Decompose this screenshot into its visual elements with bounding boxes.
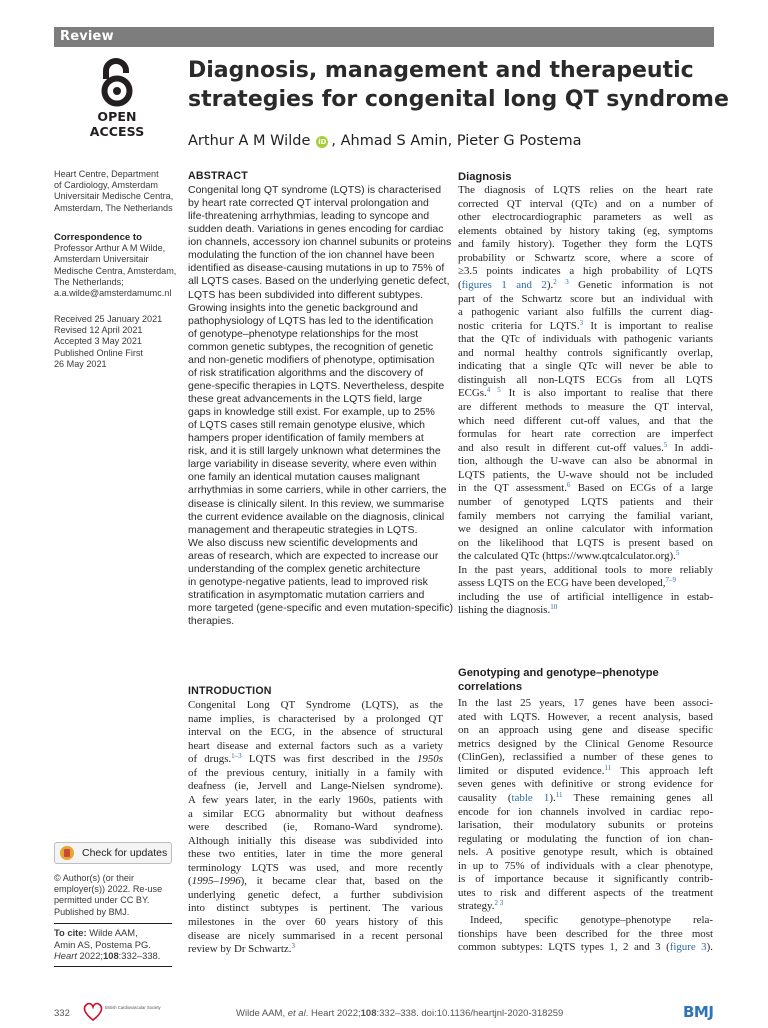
table-link[interactable]: table 1: [511, 791, 550, 804]
abstract-line: of risk stratification algorithms and the discovery of: [188, 366, 424, 379]
divider: [54, 923, 172, 924]
orcid-icon[interactable]: iD: [318, 138, 327, 146]
citation[interactable]: 10: [550, 603, 558, 612]
heart-logo-icon: [82, 1001, 161, 1023]
to-cite-text: Amin AS, Postema PG.: [54, 938, 151, 950]
abstract-line: arrhythmias in some carriers, while in other carriers, the: [188, 484, 447, 497]
abstract-line: We also discuss new scientific developments and: [188, 536, 418, 549]
abstract-line: management and therapeutic strategies in LQTS.: [188, 523, 418, 536]
check-for-updates-button[interactable]: [54, 842, 172, 864]
abstract-line: gene-specific therapies in LQTS. Nevertheless, despite: [188, 379, 445, 392]
citation[interactable]: 6: [566, 481, 571, 490]
correspondence: [54, 232, 177, 299]
citation[interactable]: 2 3: [494, 899, 504, 908]
section-label: Review: [60, 29, 114, 44]
article-dates: [54, 314, 174, 370]
abstract-line: large variability in disease severity, where even within: [188, 458, 437, 471]
date-line: Received 25 January 2021: [54, 314, 163, 324]
abstract-line: more targeted (gene-specific and even mutation-specific): [188, 602, 453, 614]
abstract-body: [188, 184, 453, 628]
correspondence-heading: Correspondence to: [54, 232, 142, 243]
license-line: employer(s)) 2022. Re-use: [54, 884, 163, 895]
citation[interactable]: 11: [555, 790, 563, 799]
citation[interactable]: 5: [663, 440, 668, 449]
correspondence-line: Amsterdam Universitair: [54, 254, 149, 265]
abstract-line: Growing insights into the genetic background and: [188, 301, 418, 314]
license-line: permitted under CC BY.: [54, 895, 150, 906]
abstract-line: the current evidence available on the diagnosis, clinical: [188, 510, 445, 523]
author-list: [188, 133, 582, 149]
check-for-updates-label: Check for updates: [82, 847, 168, 859]
to-cite-pages: :332–338.: [118, 950, 161, 962]
abstract-line: of LQTS cases still remain genotype elusive, which: [188, 419, 425, 432]
affiliation-line: Heart Centre, Department: [54, 169, 159, 179]
author-first: Arthur A M Wilde: [188, 133, 311, 149]
citation[interactable]: 1–3: [231, 752, 242, 761]
affiliation: [54, 169, 174, 214]
genotyping-body: In the last 25 years, 17 genes have been associ- ated with LQTS. However, a recent analysis, based on an approach using gene and disease specific metrics designed by the Clinical Genome Resource (ClinGen), reclassified a number of these genes to limited or disputed evidence.$^{11}$ This approach left seven genes with definitive or strong evidence for causality (table 1).$^{11}$ These remaining genes all encode for ion channels involved in cardiac repo- larisation, their modulatory subunits or proteins regulating or modulating the function of ion chan- nels. A positive genotype result, which is obtained in up to 75% of individuals with a clear phenotype, is of importance because it significantly contrib- utes to risk and different aspects of the treatment strategy.$^{2 3}$ Indeed, specific genotype–phenotype rela- tionships have been described for the three most common subtypes: LQTS types 1, 2 and 3 (figure 3).: [458, 697, 713, 954]
citation[interactable]: 5: [675, 549, 680, 558]
abstract-line: all LQTS cases. Based on the underlying genetic defect,: [188, 275, 450, 288]
abstract-line: sudden death. Variations in genes encoding for cardiac: [188, 223, 444, 236]
abstract-line: therapies.: [188, 615, 235, 628]
abstract-line: these great advancements in the LQTS field, large: [188, 393, 423, 405]
diagnosis-body: The diagnosis of LQTS relies on the heart rate corrected QT interval (QTc) and on a number of other electrocardiographic parameters as well as elements obtained by history taking (eg, symptoms and family history). Together they form the LQTS probability or Schwartz score, where a score of ≥3.5 points indicates a high probability of LQTS (figures 1 and 2).$^{2 3}$ Genetic information is not part of the Schwartz score but an individual with a pathogenic variant also fulfills the current diag- nostic criteria for LQTS.$^3$ It is important to realise that the QTc of individuals with pathogenic variants and normal healthy controls significantly overlap, indicating that a single QTc will never be able to distinguish all non-LQTS ECGs from all LQTS ECGs.$^{4 5}$ It is also important to realise that there are different methods to measure the QT interval, which need different cut-off values, and that the formulas for heart rate correction are imperfect and also result in different cut-off values.$^5$ In addi- tion, although the U-wave can also be abnormal in LQTS patients, the U-wave should not be included in the QT assessment.$^6$ Based on ECGs of a large number of genotyped LQTS patients and their family members not carrying the familial variant, we designed an online calculator with information on the likelihood that LQTS is present based on the calculated QTc (https://www.qtcalculator.org).$^5$ In the past years, additional tools to more reliably assess LQTS on the ECG have been developed,$^{7-9}$ including the use of artificial intelligence in estab- lishing the diagnosis.$^{10}$: [458, 184, 713, 617]
abstract-line: gaps in knowledge still exist. For example, up to 25%: [188, 406, 435, 419]
open-access-label: OPEN ACCESS: [89, 109, 145, 139]
abstract-line: LQTS has been subdivided into different subtypes.: [188, 288, 424, 301]
section-banner: [54, 27, 714, 47]
figure-link[interactable]: figure 3: [669, 941, 707, 954]
abstract-line: and non-genetic modifiers of phenotype, optimisation: [188, 353, 435, 366]
correspondence-email[interactable]: a.a.wilde@amsterdamumc.nl: [54, 288, 172, 299]
license-line: Published by BMJ.: [54, 906, 130, 917]
abstract-line: areas of research, which are expected to increase our: [188, 549, 439, 562]
to-cite: [54, 927, 174, 962]
abstract-line: in genotype-negative patients, lead to improved risk: [188, 575, 428, 588]
to-cite-volume: 108: [103, 950, 119, 962]
citation[interactable]: 7–9: [665, 576, 676, 585]
abstract-line: ion channels, accessory ion channel subunits or proteins: [188, 236, 452, 249]
abstract-line: hampers proper identification of family members at: [188, 432, 424, 445]
divider: [54, 966, 172, 967]
date-line: 26 May 2021: [54, 358, 107, 369]
bmj-logo: BMJ: [683, 1003, 714, 1021]
affiliation-line: Amsterdam, The Netherlands: [54, 202, 173, 213]
abstract-line: modulating the function of the ion channel have been: [188, 249, 435, 262]
open-access-logo: [70, 60, 164, 139]
abstract-line: disease is clinically silent. In this review, we summarise: [188, 497, 445, 510]
open-access-icon: [98, 60, 136, 106]
citation[interactable]: 11: [604, 763, 612, 772]
abstract-line: understanding of the complex genetic architecture: [188, 562, 421, 575]
introduction-heading: INTRODUCTION: [188, 685, 272, 697]
citation[interactable]: 3: [579, 318, 584, 327]
article-title: [188, 56, 729, 114]
genotyping-heading: Genotyping and genotype–phenotype correlations: [458, 667, 659, 693]
title-line-2: strategies for congenital long QT syndrome: [188, 87, 729, 112]
license: [54, 873, 174, 918]
license-line: © Author(s) (or their: [54, 873, 134, 883]
to-cite-year: 2022;: [79, 950, 104, 962]
author-rest: , Ahmad S Amin, Pieter G Postema: [331, 133, 582, 149]
to-cite-text: Wilde AAM,: [86, 927, 138, 938]
affiliation-line: of Cardiology, Amsterdam: [54, 180, 158, 191]
figure-link[interactable]: figures 1 and 2: [461, 278, 547, 291]
to-cite-label: To cite:: [54, 927, 87, 938]
abstract-line: life-threatening arrhythmias, leading to syncope and: [188, 210, 430, 223]
abstract-line: pathophysiology of LQTS has led to the identification: [188, 314, 434, 327]
bcs-logo: [82, 1001, 161, 1028]
crossmark-icon: [60, 846, 74, 860]
abstract-line: by heart rate corrected QT interval prolongation and: [188, 197, 429, 210]
logo-text: British Cardiovascular Society: [105, 1005, 161, 1010]
date-line: Revised 12 April 2021: [54, 325, 143, 336]
page-number: 332: [54, 1008, 70, 1019]
title-line-1: Diagnosis, management and therapeutic: [188, 58, 694, 83]
affiliation-line: Universitair Medische Centra,: [54, 191, 174, 202]
introduction-body: Congenital Long QT Syndrome (LQTS), as the name implies, is characterised by a prolonged QT interval on the ECG, in the absence of structural heart disease and external factors such as a variety of drugs.$^{1-3}$ LQTS was first described in the 1950s of the previous century, initially in a family with deafness (ie, Jervell and Lange-Nielsen syndrome). A few years later, in the early 1960s, patients with a similar ECG abnormality but without deafness were described (ie, Romano-Ward syndrome). Although initially this disease was subdivided into these two entities, later in time the more general terminology LQTS was used, and more recently (1995–1996), it became clear that, based on the underlying genetic defect, a further subdivision into distinct subtypes is pertinent. The various milestones in the over 60 years history of this disease are nicely summarised in a recent personal review by Dr Schwartz.$^3$: [188, 699, 443, 956]
abstract-line: one family an identical mutation causes malignant: [188, 471, 420, 484]
correspondence-line: Medische Centra, Amsterdam,: [54, 265, 177, 276]
diagnosis-heading: Diagnosis: [458, 171, 512, 183]
abstract-line: risk, and it is still largely unknown what determines the: [188, 445, 441, 458]
abstract-line: identified as disease-causing mutations in up to 75% of: [188, 262, 445, 275]
footer-citation: Wilde AAM, et al. Heart 2022;108:332–338. doi:10.1136/heartjnl-2020-318259: [236, 1008, 564, 1019]
abstract-line: Congenital long QT syndrome (LQTS) is characterised: [188, 184, 442, 196]
abstract-line: common genetic subtypes, the recognition of genetic: [188, 340, 434, 353]
citation[interactable]: 4 5: [486, 386, 501, 395]
correspondence-line: Professor Arthur A M Wilde,: [54, 243, 166, 254]
correspondence-line: The Netherlands;: [54, 276, 124, 287]
abstract-heading: ABSTRACT: [188, 170, 248, 182]
to-cite-journal: Heart: [54, 950, 77, 962]
citation[interactable]: 2 3: [553, 277, 569, 286]
date-line: Published Online First: [54, 347, 143, 358]
citation[interactable]: 3: [291, 942, 295, 951]
abstract-line: stratification in asymptomatic mutation carriers and: [188, 588, 425, 601]
date-line: Accepted 3 May 2021: [54, 336, 142, 347]
abstract-line: of genotype–phenotype relationships for the most: [188, 327, 418, 340]
